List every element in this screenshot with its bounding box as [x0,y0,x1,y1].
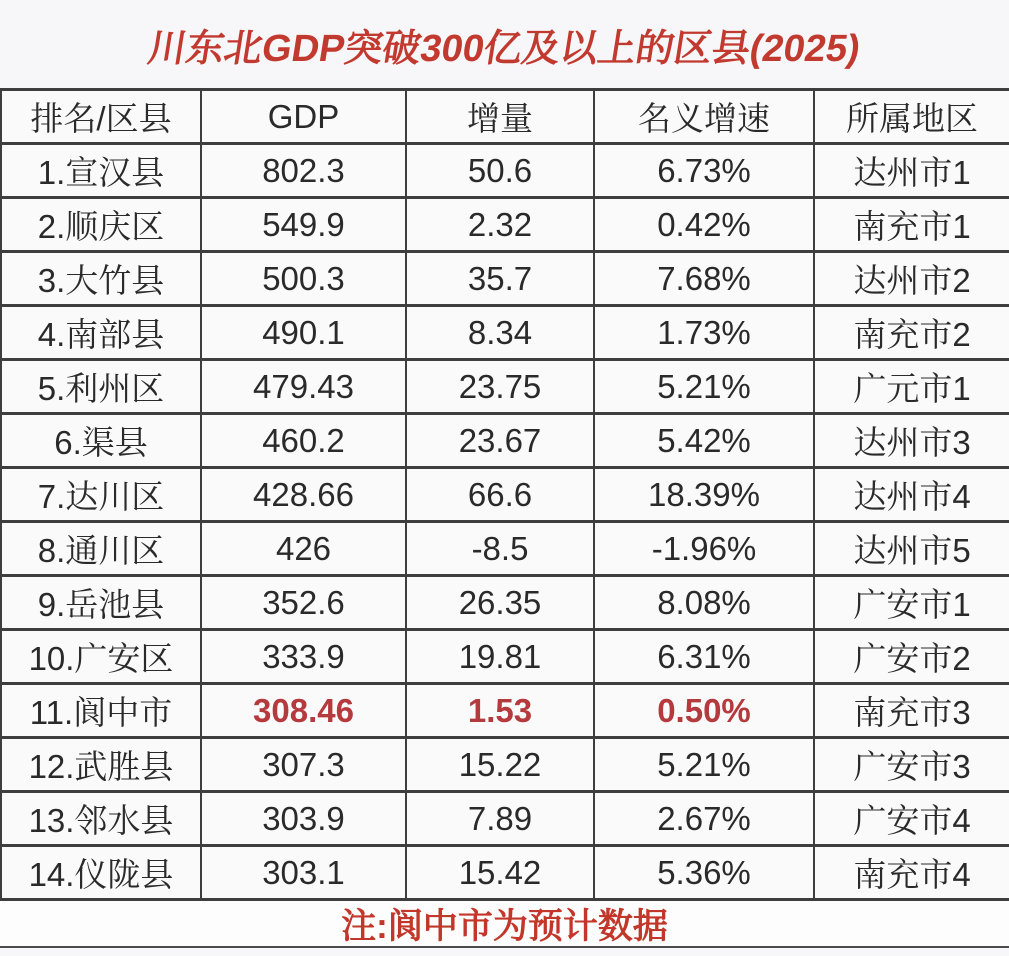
cell-nominal-growth: 0.42% [594,198,814,252]
cell-gdp: 352.6 [201,576,406,630]
table-row [1,360,1009,414]
table-row [1,468,1009,522]
cell-region: 广安市2 [814,630,1009,684]
cell-nominal-growth: 8.08% [594,576,814,630]
gdp-table [0,88,1009,901]
cell-increment: 15.22 [406,738,594,792]
cell-nominal-growth: 6.73% [594,144,814,198]
cell-gdp: 303.9 [201,792,406,846]
cell-gdp: 802.3 [201,144,406,198]
cell-nominal-growth: 6.31% [594,630,814,684]
cell-region: 南充市1 [814,198,1009,252]
cell-increment: 50.6 [406,144,594,198]
cell-rank-name: 6.渠县 [1,414,201,468]
cell-region: 广安市3 [814,738,1009,792]
table-row [1,522,1009,576]
cell-increment: 26.35 [406,576,594,630]
cell-increment: 15.42 [406,846,594,900]
cell-rank-name: 9.岳池县 [1,576,201,630]
cell-nominal-growth: 2.67% [594,792,814,846]
cell-nominal-growth: 5.21% [594,360,814,414]
table-row [1,684,1009,738]
table-row [1,846,1009,900]
cell-increment: 66.6 [406,468,594,522]
table-row [1,630,1009,684]
cell-nominal-growth: 5.42% [594,414,814,468]
cell-gdp: 426 [201,522,406,576]
table-row [1,414,1009,468]
cell-region: 南充市4 [814,846,1009,900]
cell-nominal-growth: 0.50% [594,684,814,738]
cell-region: 南充市2 [814,306,1009,360]
footnote: 注:阆中市为预计数据 [341,906,668,946]
cell-gdp: 308.46 [201,684,406,738]
table-row [1,792,1009,846]
cell-rank-name: 11.阆中市 [1,684,201,738]
table-row [1,198,1009,252]
cell-region: 广安市1 [814,576,1009,630]
cell-region: 南充市3 [814,684,1009,738]
cell-gdp: 428.66 [201,468,406,522]
table-row [1,576,1009,630]
page-title: 川东北GDP突破300亿及以上的区县(2025) [144,27,863,70]
column-header-region: 所属地区 [814,90,1009,144]
table-body [1,144,1009,900]
cell-rank-name: 2.顺庆区 [1,198,201,252]
cell-rank-name: 3.大竹县 [1,252,201,306]
cell-rank-name: 5.利州区 [1,360,201,414]
cell-region: 达州市4 [814,468,1009,522]
cell-region: 达州市2 [814,252,1009,306]
cell-nominal-growth: 5.21% [594,738,814,792]
cell-rank-name: 8.通川区 [1,522,201,576]
cell-increment: 19.81 [406,630,594,684]
cell-region: 广元市1 [814,360,1009,414]
cell-nominal-growth: 7.68% [594,252,814,306]
cell-region: 达州市1 [814,144,1009,198]
column-header-gdp: GDP [201,90,406,144]
cell-rank-name: 7.达川区 [1,468,201,522]
cell-rank-name: 12.武胜县 [1,738,201,792]
column-header-rank-district: 排名/区县 [1,90,201,144]
cell-nominal-growth: 1.73% [594,306,814,360]
cell-rank-name: 4.南部县 [1,306,201,360]
cell-increment: 2.32 [406,198,594,252]
cell-nominal-growth: -1.96% [594,522,814,576]
table-row [1,252,1009,306]
cell-gdp: 490.1 [201,306,406,360]
cell-region: 达州市5 [814,522,1009,576]
cell-rank-name: 14.仪陇县 [1,846,201,900]
cell-rank-name: 1.宣汉县 [1,144,201,198]
title-bar [0,0,1009,88]
cell-nominal-growth: 18.39% [594,468,814,522]
cell-increment: 1.53 [406,684,594,738]
column-header-nominal-growth: 名义增速 [594,90,814,144]
cell-gdp: 479.43 [201,360,406,414]
cell-increment: 23.75 [406,360,594,414]
cell-gdp: 460.2 [201,414,406,468]
table-row [1,144,1009,198]
footnote-bar [0,901,1009,948]
table-row [1,738,1009,792]
cell-increment: 23.67 [406,414,594,468]
cell-increment: 8.34 [406,306,594,360]
cell-gdp: 303.1 [201,846,406,900]
column-header-increment: 增量 [406,90,594,144]
cell-rank-name: 10.广安区 [1,630,201,684]
cell-increment: 35.7 [406,252,594,306]
cell-increment: 7.89 [406,792,594,846]
cell-gdp: 549.9 [201,198,406,252]
cell-region: 广安市4 [814,792,1009,846]
cell-region: 达州市3 [814,414,1009,468]
cell-rank-name: 13.邻水县 [1,792,201,846]
table-row [1,306,1009,360]
header-row [1,90,1009,144]
cell-increment: -8.5 [406,522,594,576]
cell-gdp: 333.9 [201,630,406,684]
cell-nominal-growth: 5.36% [594,846,814,900]
cell-gdp: 307.3 [201,738,406,792]
cell-gdp: 500.3 [201,252,406,306]
